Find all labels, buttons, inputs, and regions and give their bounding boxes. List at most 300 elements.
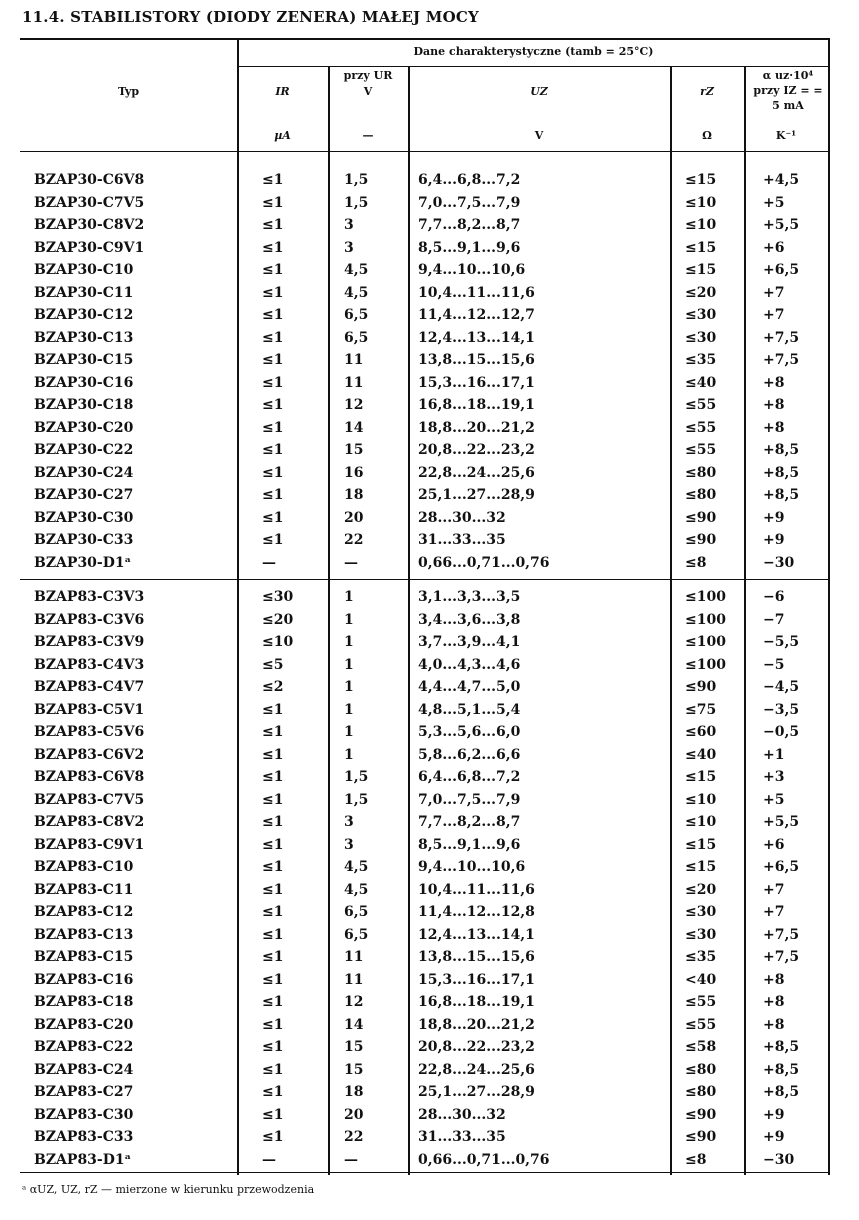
cell-rz: ≤15: [685, 262, 717, 278]
table-row: [20, 811, 830, 833]
cell-type: BZAP30-C27: [34, 487, 134, 503]
cell-ur: 20: [344, 509, 364, 526]
cell-type: BZAP83-C15: [34, 949, 134, 965]
cell-ur: 1: [344, 746, 354, 763]
cell-rz: ≤8: [685, 554, 707, 571]
table-row: [20, 349, 830, 371]
table-row: [20, 417, 830, 439]
cell-rz: ≤8: [685, 1151, 707, 1168]
cell-ir: —: [262, 1151, 276, 1168]
cell-uz: 9,4...10...10,6: [418, 262, 526, 278]
cell-type: BZAP30-C18: [34, 397, 134, 413]
cell-type: BZAP83-C8V2: [34, 814, 145, 830]
cell-ir: ≤1: [262, 791, 284, 808]
cell-ir: ≤1: [262, 509, 284, 526]
table-row: [20, 1104, 830, 1126]
cell-alpha: +6,5: [763, 262, 800, 278]
cell-uz: 4,8...5,1...5,4: [418, 701, 521, 718]
cell-ir: ≤1: [262, 284, 284, 301]
cell-alpha: −30: [763, 1151, 795, 1168]
cell-ir: ≤2: [262, 679, 284, 695]
cell-rz: ≤90: [685, 1106, 717, 1123]
cell-ir: ≤1: [262, 194, 284, 211]
cell-ur: 22: [344, 532, 364, 548]
cell-type: BZAP30-C7V5: [34, 194, 145, 211]
cell-type: BZAP83-C22: [34, 1039, 134, 1055]
cell-uz: 8,5...9,1...9,6: [418, 239, 521, 256]
cell-alpha: +8,5: [763, 464, 800, 481]
cell-ur: 16: [344, 464, 364, 481]
cell-uz: 5,3...5,6...6,0: [418, 724, 521, 740]
cell-rz: ≤40: [685, 374, 717, 391]
cell-alpha: +5: [763, 791, 785, 808]
cell-alpha: +7: [763, 307, 785, 323]
cell-ur: 15: [344, 1061, 364, 1078]
cell-alpha: +4,5: [763, 172, 800, 188]
cell-uz: 25,1...27...28,9: [418, 487, 535, 503]
cell-ir: ≤5: [262, 656, 284, 673]
cell-ur: 1,5: [344, 769, 369, 785]
cell-rz: ≤10: [685, 217, 717, 233]
table-row: [20, 609, 830, 631]
cell-ir: ≤1: [262, 1084, 284, 1100]
table-row: [20, 484, 830, 506]
header-group-label: Dane charakterystyczne (tamb = 25°C): [413, 45, 654, 58]
cell-type: BZAP83-C12: [34, 904, 134, 920]
table-row: [20, 586, 830, 608]
cell-type: BZAP83-C24: [34, 1061, 134, 1078]
cell-type: BZAP83-C5V6: [34, 724, 145, 740]
cell-type: BZAP30-C15: [34, 352, 134, 368]
cell-ir: ≤1: [262, 746, 284, 763]
cell-alpha: +5,5: [763, 217, 800, 233]
cell-ur: 18: [344, 487, 364, 503]
cell-ur: 11: [344, 352, 364, 368]
cell-rz: ≤20: [685, 881, 717, 898]
header-alpha-unit: K⁻¹: [775, 129, 797, 142]
cell-ir: ≤1: [262, 904, 284, 920]
cell-ur: 1: [344, 724, 354, 740]
cell-alpha: +7,5: [763, 352, 800, 368]
cell-rz: ≤30: [685, 329, 717, 346]
cell-ur: 15: [344, 1039, 364, 1055]
cell-alpha: +8: [763, 971, 785, 988]
cell-uz: 7,7...8,2...8,7: [418, 814, 521, 830]
table-row: [20, 1036, 830, 1058]
table-row: [20, 1149, 830, 1171]
cell-ur: 1: [344, 701, 354, 718]
cell-uz: 22,8...24...25,6: [418, 464, 535, 481]
cell-ir: ≤30: [262, 589, 294, 605]
cell-type: BZAP83-C5V1: [34, 701, 145, 718]
cell-rz: ≤55: [685, 442, 717, 458]
cell-ir: ≤1: [262, 859, 284, 875]
table-row: [20, 237, 830, 259]
cell-alpha: +7: [763, 881, 785, 898]
cell-uz: 12,4...13...14,1: [418, 329, 535, 346]
cell-ir: ≤1: [262, 814, 284, 830]
cell-ir: ≤1: [262, 1106, 284, 1123]
table-row: [20, 766, 830, 788]
cell-rz: ≤90: [685, 1129, 717, 1145]
cell-alpha: +8: [763, 994, 785, 1010]
cell-ir: ≤1: [262, 994, 284, 1010]
cell-ur: 3: [344, 836, 354, 853]
cell-uz: 28...30...32: [418, 1106, 506, 1123]
cell-ur: 18: [344, 1084, 364, 1100]
cell-ur: 12: [344, 994, 364, 1010]
cell-rz: ≤58: [685, 1039, 717, 1055]
cell-ur: 6,5: [344, 329, 369, 346]
cell-type: BZAP83-C18: [34, 994, 134, 1010]
cell-ur: —: [344, 1151, 358, 1168]
table-row: [20, 327, 830, 349]
table-row: [20, 214, 830, 236]
cell-rz: ≤10: [685, 194, 717, 211]
cell-rz: ≤55: [685, 397, 717, 413]
cell-uz: 4,4...4,7...5,0: [418, 679, 521, 695]
cell-alpha: +6: [763, 239, 785, 256]
cell-rz: ≤100: [685, 634, 726, 650]
cell-type: BZAP83-C3V6: [34, 611, 145, 628]
cell-type: BZAP30-C22: [34, 442, 134, 458]
cell-alpha: +8: [763, 397, 785, 413]
cell-rz: ≤100: [685, 611, 726, 628]
table-row: [20, 439, 830, 461]
cell-rz: ≤100: [685, 589, 726, 605]
cell-rz: ≤80: [685, 487, 717, 503]
cell-uz: 11,4...12...12,7: [418, 307, 535, 323]
cell-ir: ≤1: [262, 836, 284, 853]
table-row: [20, 879, 830, 901]
cell-type: BZAP83-D1ᵃ: [34, 1151, 132, 1168]
table-row: [20, 721, 830, 743]
cell-alpha: +7,5: [763, 949, 800, 965]
cell-uz: 16,8...18...19,1: [418, 397, 535, 413]
cell-type: BZAP83-C20: [34, 1016, 134, 1033]
cell-uz: 7,0...7,5...7,9: [418, 194, 521, 211]
cell-ur: 4,5: [344, 859, 369, 875]
cell-ir: ≤1: [262, 881, 284, 898]
table-row: [20, 1081, 830, 1103]
cell-type: BZAP83-C33: [34, 1129, 134, 1145]
cell-rz: ≤15: [685, 172, 717, 188]
table-row: [20, 969, 830, 991]
cell-rz: ≤80: [685, 1061, 717, 1078]
table-row: [20, 507, 830, 529]
cell-uz: 0,66...0,71...0,76: [418, 1151, 550, 1168]
cell-ur: 1: [344, 611, 354, 628]
header-typ: Typ: [117, 85, 140, 98]
cell-ur: 3: [344, 217, 354, 233]
table-bottom-rule: [20, 1172, 830, 1173]
cell-ur: 3: [344, 814, 354, 830]
cell-uz: 12,4...13...14,1: [418, 926, 535, 943]
cell-ur: 14: [344, 419, 364, 436]
cell-rz: ≤15: [685, 239, 717, 256]
cell-ur: 1: [344, 656, 354, 673]
cell-alpha: −5: [763, 656, 785, 673]
cell-ir: ≤1: [262, 307, 284, 323]
cell-ur: 6,5: [344, 307, 369, 323]
header-ur-unit: —: [362, 129, 374, 142]
cell-alpha: +7: [763, 284, 785, 301]
cell-type: BZAP83-C13: [34, 926, 134, 943]
cell-uz: 18,8...20...21,2: [418, 419, 535, 436]
cell-uz: 16,8...18...19,1: [418, 994, 535, 1010]
cell-uz: 25,1...27...28,9: [418, 1084, 535, 1100]
cell-type: BZAP83-C10: [34, 859, 134, 875]
cell-uz: 31...33...35: [418, 532, 506, 548]
cell-ir: ≤1: [262, 464, 284, 481]
cell-alpha: −4,5: [763, 679, 800, 695]
cell-ir: ≤20: [262, 611, 294, 628]
header-ur: przy UR V: [343, 69, 393, 98]
cell-rz: ≤30: [685, 307, 717, 323]
cell-uz: 28...30...32: [418, 509, 506, 526]
cell-ir: ≤10: [262, 634, 294, 650]
cell-type: BZAP30-C11: [34, 284, 134, 301]
cell-alpha: +8: [763, 419, 785, 436]
cell-type: BZAP30-D1ᵃ: [34, 554, 132, 571]
cell-ur: 11: [344, 374, 364, 391]
cell-rz: ≤40: [685, 746, 717, 763]
cell-ir: ≤1: [262, 701, 284, 718]
cell-rz: ≤90: [685, 532, 717, 548]
cell-alpha: +7: [763, 904, 785, 920]
cell-type: BZAP30-C6V8: [34, 172, 145, 188]
cell-rz: ≤55: [685, 1016, 717, 1033]
table-row: [20, 699, 830, 721]
cell-rz: <40: [685, 971, 717, 988]
cell-rz: ≤15: [685, 769, 717, 785]
cell-type: BZAP30-C13: [34, 329, 134, 346]
table-row: [20, 394, 830, 416]
header-rz: rZ: [700, 85, 714, 98]
cell-ur: 12: [344, 397, 364, 413]
cell-ur: 1: [344, 679, 354, 695]
cell-ur: 6,5: [344, 904, 369, 920]
cell-type: BZAP83-C4V3: [34, 656, 145, 673]
cell-ur: 1,5: [344, 791, 369, 808]
cell-ir: ≤1: [262, 769, 284, 785]
cell-uz: 6,4...6,8...7,2: [418, 172, 521, 188]
header-ir-unit: µA: [274, 129, 291, 142]
cell-ur: 11: [344, 949, 364, 965]
header-rz-unit: Ω: [702, 129, 712, 142]
table-row: [20, 744, 830, 766]
header-bottom-rule: [20, 151, 830, 152]
table-row: [20, 654, 830, 676]
table-top-rule: [20, 38, 830, 40]
cell-alpha: +8,5: [763, 1061, 800, 1078]
cell-ur: 6,5: [344, 926, 369, 943]
table-row: [20, 282, 830, 304]
cell-rz: ≤80: [685, 1084, 717, 1100]
table-row: [20, 1059, 830, 1081]
table-row: [20, 631, 830, 653]
cell-ir: ≤1: [262, 971, 284, 988]
cell-alpha: −30: [763, 554, 795, 571]
cell-ir: ≤1: [262, 1039, 284, 1055]
table-row: [20, 192, 830, 214]
table-row: [20, 304, 830, 326]
table-row: [20, 834, 830, 856]
header-rule: [237, 66, 830, 67]
cell-uz: 13,8...15...15,6: [418, 949, 535, 965]
cell-type: BZAP83-C3V3: [34, 589, 145, 605]
cell-uz: 20,8...22...23,2: [418, 442, 535, 458]
cell-rz: ≤30: [685, 926, 717, 943]
cell-ir: ≤1: [262, 419, 284, 436]
cell-alpha: +9: [763, 532, 785, 548]
cell-ir: ≤1: [262, 172, 284, 188]
cell-uz: 18,8...20...21,2: [418, 1016, 535, 1033]
cell-type: BZAP83-C11: [34, 881, 134, 898]
cell-rz: ≤90: [685, 509, 717, 526]
cell-ir: ≤1: [262, 374, 284, 391]
cell-type: BZAP83-C9V1: [34, 836, 145, 853]
group-separator-rule: [20, 579, 830, 580]
cell-ir: ≤1: [262, 1061, 284, 1078]
cell-type: BZAP30-C10: [34, 262, 134, 278]
cell-type: BZAP30-C33: [34, 532, 134, 548]
cell-uz: 15,3...16...17,1: [418, 971, 535, 988]
cell-ir: —: [262, 554, 276, 571]
cell-ur: 14: [344, 1016, 364, 1033]
table-row: [20, 462, 830, 484]
cell-alpha: +5: [763, 194, 785, 211]
table-row: [20, 529, 830, 551]
cell-uz: 22,8...24...25,6: [418, 1061, 535, 1078]
cell-rz: ≤55: [685, 994, 717, 1010]
cell-alpha: +7,5: [763, 926, 800, 943]
cell-alpha: −0,5: [763, 724, 800, 740]
data-table: [20, 38, 830, 1175]
cell-rz: ≤90: [685, 679, 717, 695]
cell-rz: ≤75: [685, 701, 717, 718]
cell-uz: 3,7...3,9...4,1: [418, 634, 521, 650]
table-row: [20, 901, 830, 923]
table-row: [20, 991, 830, 1013]
cell-uz: 4,0...4,3...4,6: [418, 656, 521, 673]
cell-alpha: −7: [763, 611, 785, 628]
cell-alpha: +1: [763, 746, 785, 763]
cell-uz: 10,4...11...11,6: [418, 881, 535, 898]
cell-type: BZAP30-C24: [34, 464, 134, 481]
cell-ur: 4,5: [344, 881, 369, 898]
cell-type: BZAP83-C30: [34, 1106, 134, 1123]
header-ir: IR: [275, 85, 290, 98]
cell-ir: ≤1: [262, 1016, 284, 1033]
cell-alpha: +6: [763, 836, 785, 853]
cell-uz: 0,66...0,71...0,76: [418, 554, 550, 571]
cell-alpha: +5,5: [763, 814, 800, 830]
cell-ir: ≤1: [262, 949, 284, 965]
cell-rz: ≤15: [685, 859, 717, 875]
cell-ir: ≤1: [262, 239, 284, 256]
cell-uz: 10,4...11...11,6: [418, 284, 535, 301]
cell-alpha: +3: [763, 769, 785, 785]
cell-alpha: +7,5: [763, 329, 800, 346]
cell-ur: 4,5: [344, 262, 369, 278]
cell-uz: 8,5...9,1...9,6: [418, 836, 521, 853]
cell-ur: 11: [344, 971, 364, 988]
table-row: [20, 946, 830, 968]
cell-uz: 3,1...3,3...3,5: [418, 589, 521, 605]
cell-rz: ≤30: [685, 904, 717, 920]
cell-ir: ≤1: [262, 352, 284, 368]
cell-rz: ≤80: [685, 464, 717, 481]
header-uz: UZ: [530, 85, 548, 98]
cell-type: BZAP83-C3V9: [34, 634, 145, 650]
cell-rz: ≤100: [685, 656, 726, 673]
cell-uz: 5,8...6,2...6,6: [418, 746, 521, 763]
cell-ur: 4,5: [344, 284, 369, 301]
cell-rz: ≤10: [685, 791, 717, 808]
cell-alpha: +9: [763, 1106, 785, 1123]
table-row: [20, 1126, 830, 1148]
table-row: [20, 789, 830, 811]
cell-alpha: +9: [763, 509, 785, 526]
cell-type: BZAP83-C27: [34, 1084, 134, 1100]
table-row: [20, 372, 830, 394]
cell-alpha: +8,5: [763, 1039, 800, 1055]
cell-alpha: +8,5: [763, 487, 800, 503]
cell-ir: ≤1: [262, 442, 284, 458]
cell-alpha: −6: [763, 589, 785, 605]
cell-alpha: −3,5: [763, 701, 800, 718]
table-row: [20, 169, 830, 191]
cell-ir: ≤1: [262, 487, 284, 503]
table-row: [20, 259, 830, 281]
cell-type: BZAP30-C9V1: [34, 239, 145, 256]
cell-uz: 6,4...6,8...7,2: [418, 769, 521, 785]
cell-ur: 1,5: [344, 172, 369, 188]
table-row: [20, 924, 830, 946]
cell-rz: ≤35: [685, 949, 717, 965]
cell-rz: ≤15: [685, 836, 717, 853]
cell-ur: 3: [344, 239, 354, 256]
cell-alpha: +8,5: [763, 442, 800, 458]
table-row: [20, 552, 830, 574]
cell-ir: ≤1: [262, 724, 284, 740]
cell-type: BZAP83-C6V8: [34, 769, 145, 785]
cell-uz: 3,4...3,6...3,8: [418, 611, 521, 628]
cell-type: BZAP30-C16: [34, 374, 134, 391]
cell-rz: ≤35: [685, 352, 717, 368]
cell-type: BZAP30-C8V2: [34, 217, 145, 233]
cell-ur: 1,5: [344, 194, 369, 211]
table-row: [20, 856, 830, 878]
cell-ir: ≤1: [262, 262, 284, 278]
cell-ur: —: [344, 554, 358, 571]
cell-ur: 20: [344, 1106, 364, 1123]
cell-type: BZAP30-C20: [34, 419, 134, 436]
cell-ur: 15: [344, 442, 364, 458]
cell-alpha: +8: [763, 1016, 785, 1033]
cell-uz: 7,7...8,2...8,7: [418, 217, 521, 233]
cell-alpha: −5,5: [763, 634, 800, 650]
cell-alpha: +6,5: [763, 859, 800, 875]
cell-uz: 20,8...22...23,2: [418, 1039, 535, 1055]
cell-type: BZAP83-C4V7: [34, 679, 145, 695]
cell-type: BZAP83-C7V5: [34, 791, 145, 808]
cell-uz: 9,4...10...10,6: [418, 859, 526, 875]
cell-uz: 11,4...12...12,8: [418, 904, 535, 920]
cell-ir: ≤1: [262, 217, 284, 233]
cell-alpha: +8,5: [763, 1084, 800, 1100]
